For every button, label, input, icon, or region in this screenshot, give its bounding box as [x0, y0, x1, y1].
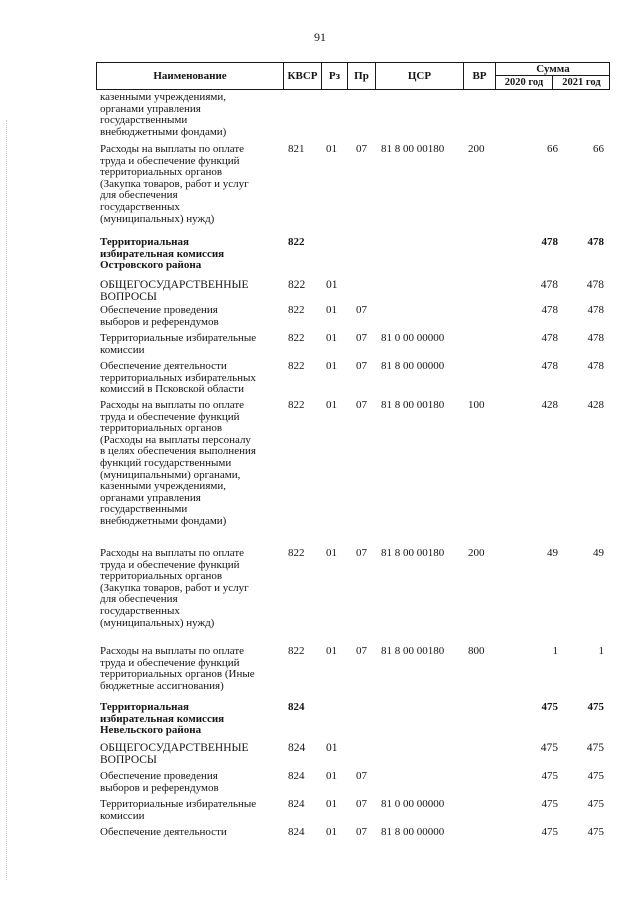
row-kvsr: 822	[288, 236, 305, 248]
row-rz: 01	[326, 645, 337, 657]
row-name: Обеспечение деятельности	[100, 826, 227, 838]
row-name: Территориальная избирательная комиссия Невельского района	[100, 701, 225, 737]
row-kvsr: 822	[288, 645, 305, 657]
row-csr: 81 8 00 00180	[381, 399, 445, 411]
row-sum-2021: 475	[587, 826, 604, 838]
row-rz: 01	[326, 360, 337, 372]
header-vr: ВР	[463, 63, 495, 89]
row-kvsr: 822	[288, 360, 305, 372]
header-csr: ЦСР	[375, 63, 463, 89]
row-pr: 07	[356, 399, 367, 411]
row-name: Обеспечение проведения выборов и референдумов	[100, 304, 219, 328]
row-vr: 200	[468, 143, 485, 155]
row-name: Территориальные избирательные комиссии	[100, 332, 257, 356]
row-kvsr: 824	[288, 770, 305, 782]
row-kvsr: 822	[288, 332, 305, 344]
header-year-2020: 2020 год	[495, 76, 552, 89]
table-header	[96, 62, 610, 90]
row-sum-2020: 475	[541, 770, 558, 782]
row-rz: 01	[326, 826, 337, 838]
row-sum-2020: 478	[541, 304, 558, 316]
row-kvsr: 824	[288, 742, 306, 754]
header-kvsr: КВСР	[283, 63, 321, 89]
row-pr: 07	[356, 645, 367, 657]
header-pr: Пр	[347, 63, 375, 89]
row-vr: 200	[468, 547, 485, 559]
header-year-2021: 2021 год	[552, 76, 610, 89]
row-csr: 81 8 00 00180	[381, 645, 445, 657]
row-kvsr: 821	[288, 143, 305, 155]
row-csr: 81 8 00 00000	[381, 826, 445, 838]
row-pr: 07	[356, 304, 367, 316]
row-sum-2021: 478	[586, 279, 604, 291]
row-sum-2021: 475	[587, 701, 604, 713]
row-pr: 07	[356, 826, 367, 838]
row-name: ОБЩЕГОСУДАРСТВЕННЫЕ ВОПРОСЫ	[100, 742, 249, 766]
row-pr: 07	[356, 332, 367, 344]
row-name: Территориальные избирательные комиссии	[100, 798, 257, 822]
row-sum-2020: 478	[540, 279, 558, 291]
header-name: Наименование	[153, 70, 227, 82]
row-sum-2021: 49	[593, 547, 604, 559]
header-sum: Сумма	[495, 63, 610, 76]
row-sum-2021: 478	[587, 360, 604, 372]
row-rz: 01	[326, 332, 337, 344]
row-csr: 81 0 00 00000	[381, 798, 445, 810]
row-sum-2020: 66	[547, 143, 558, 155]
row-kvsr: 822	[288, 547, 305, 559]
row-pr: 07	[356, 798, 367, 810]
row-csr: 81 8 00 00180	[381, 547, 445, 559]
row-name: Расходы на выплаты по оплате труда и обеспечение функций территориальных органов (Закупка товаров, работ и услуг для обеспечения государственных (муниципальных) нужд)	[100, 547, 249, 629]
row-sum-2021: 475	[587, 798, 604, 810]
row-sum-2020: 475	[541, 826, 558, 838]
row-sum-2021: 66	[593, 143, 604, 155]
row-sum-2020: 478	[541, 360, 558, 372]
row-sum-2020: 1	[552, 645, 558, 657]
row-kvsr: 824	[288, 798, 305, 810]
row-sum-2020: 478	[541, 236, 558, 248]
row-kvsr: 822	[288, 304, 305, 316]
row-pr: 07	[356, 547, 367, 559]
row-sum-2020: 49	[547, 547, 558, 559]
row-csr: 81 0 00 00000	[381, 332, 445, 344]
row-vr: 100	[468, 399, 485, 411]
row-sum-2021: 475	[586, 742, 604, 754]
row-sum-2021: 478	[587, 304, 604, 316]
row-csr: 81 8 00 00180	[381, 143, 445, 155]
row-sum-2020: 478	[541, 332, 558, 344]
row-kvsr: 822	[288, 279, 306, 291]
row-sum-2021: 478	[587, 332, 604, 344]
row-rz: 01	[326, 279, 338, 291]
row-vr: 800	[468, 645, 485, 657]
row-name: Обеспечение деятельности территориальных избирательных комиссий в Псковской области	[100, 360, 256, 396]
row-name: ОБЩЕГОСУДАРСТВЕННЫЕ ВОПРОСЫ	[100, 279, 249, 303]
row-name: Территориальная избирательная комиссия Островского района	[100, 236, 225, 272]
row-sum-2021: 428	[587, 399, 604, 411]
row-sum-2021: 475	[587, 770, 604, 782]
row-pr: 07	[356, 143, 367, 155]
row-name: Расходы на выплаты по оплате труда и обеспечение функций территориальных органов (Закупка товаров, работ и услуг для обеспечения государственных (муниципальных) нужд)	[100, 143, 249, 225]
row-rz: 01	[326, 798, 337, 810]
row-kvsr: 822	[288, 399, 305, 411]
row-pr: 07	[356, 770, 367, 782]
row-sum-2020: 475	[541, 701, 558, 713]
row-csr: 81 8 00 00000	[381, 360, 445, 372]
row-name: казенными учреждениями, органами управления государственными внебюджетными фондами)	[100, 91, 227, 138]
header-rz: Рз	[321, 63, 347, 89]
row-rz: 01	[326, 143, 337, 155]
row-sum-2020: 475	[540, 742, 558, 754]
row-kvsr: 824	[288, 701, 305, 713]
row-kvsr: 824	[288, 826, 305, 838]
row-rz: 01	[326, 547, 337, 559]
scan-edge-artifact	[6, 120, 8, 880]
row-sum-2020: 428	[541, 399, 558, 411]
row-name: Обеспечение проведения выборов и референдумов	[100, 770, 219, 794]
row-rz: 01	[326, 304, 337, 316]
row-sum-2021: 1	[598, 645, 604, 657]
row-rz: 01	[326, 770, 337, 782]
row-name: Расходы на выплаты по оплате труда и обеспечение функций территориальных органов (Расходы на выплаты персоналу в целях обеспечения выполнения функций государственными (муниципальными) органами, казенными учреждениями, органами управления государственными внебюджетными фондами)	[100, 399, 256, 527]
row-sum-2021: 478	[587, 236, 604, 248]
row-pr: 07	[356, 360, 367, 372]
row-sum-2020: 475	[541, 798, 558, 810]
row-rz: 01	[326, 399, 337, 411]
row-rz: 01	[326, 742, 338, 754]
page-number: 91	[314, 30, 326, 44]
row-name: Расходы на выплаты по оплате труда и обеспечение функций территориальных органов (Иные бюджетные ассигнования)	[100, 645, 255, 692]
